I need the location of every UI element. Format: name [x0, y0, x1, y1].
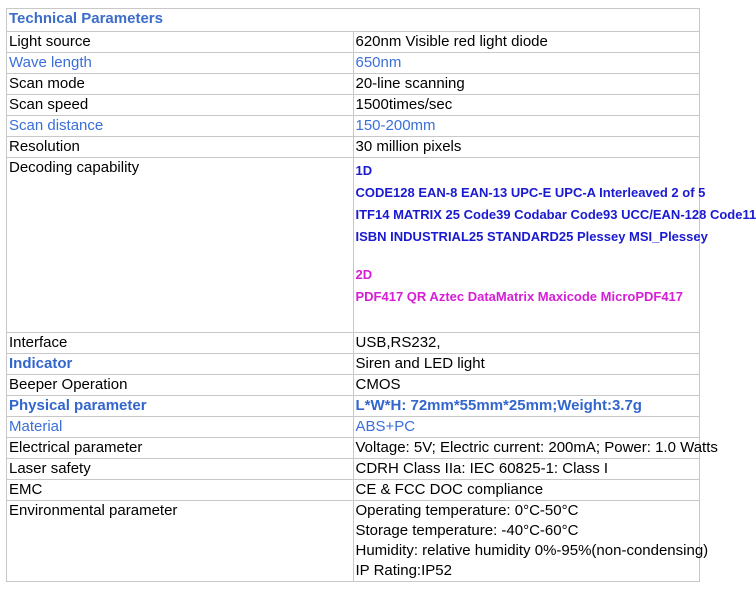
value-wave-length: 650nm: [353, 53, 700, 74]
row-scan-speed: [7, 95, 700, 116]
value-decoding-capability: [353, 158, 756, 333]
value-environmental-parameter: [353, 501, 709, 582]
table-title: Technical Parameters: [7, 9, 700, 32]
value-laser-safety: CDRH Class IIa: IEC 60825-1: Class I: [353, 459, 700, 480]
row-emc: [7, 480, 700, 501]
key-scan-mode: Scan mode: [7, 74, 354, 95]
key-interface: Interface: [7, 333, 354, 354]
key-electrical-parameter: Electrical parameter: [7, 438, 354, 459]
key-wave-length: Wave length: [7, 53, 354, 74]
key-resolution: Resolution: [7, 137, 354, 158]
row-indicator: [7, 354, 700, 375]
value-scan-speed: 1500times/sec: [353, 95, 700, 116]
title-row: [7, 9, 700, 32]
row-resolution: [7, 137, 700, 158]
value-interface: USB,RS232,: [353, 333, 700, 354]
value-resolution: 30 million pixels: [353, 137, 700, 158]
key-laser-safety: Laser safety: [7, 459, 354, 480]
environment-line: Humidity: relative humidity 0%-95%(non-condensing): [355, 542, 709, 559]
value-scan-distance: 150-200mm: [353, 116, 700, 137]
value-electrical-parameter: Voltage: 5V; Electric current: 200mA; Power: 1.0 Watts: [353, 438, 700, 459]
key-emc: EMC: [7, 480, 354, 501]
key-scan-speed: Scan speed: [7, 95, 354, 116]
row-scan-distance: [7, 116, 700, 137]
key-scan-distance: Scan distance: [7, 116, 354, 137]
technical-parameters-table: [6, 8, 756, 582]
key-light-source: Light source: [7, 32, 354, 53]
row-decoding-capability: [7, 158, 700, 333]
environment-line: Storage temperature: -40°C-60°C: [355, 522, 579, 539]
row-physical-parameter: [7, 396, 700, 417]
key-decoding-capability: Decoding capability: [7, 158, 354, 333]
key-indicator: Indicator: [7, 354, 354, 375]
row-electrical-parameter: [7, 438, 700, 459]
environment-line: Operating temperature: 0°C-50°C: [355, 502, 579, 519]
value-physical-parameter: L*W*H: 72mm*55mm*25mm;Weight:3.7g: [353, 396, 700, 417]
decoding-1d-heading: 1D: [355, 163, 373, 178]
row-material: [7, 417, 700, 438]
decoding-1d-line: ISBN INDUSTRIAL25 STANDARD25 Plessey MSI_Plessey: [355, 229, 708, 244]
value-beeper-operation: CMOS: [353, 375, 700, 396]
value-light-source: 620nm Visible red light diode: [353, 32, 700, 53]
row-environmental-parameter: [7, 501, 700, 582]
row-laser-safety: [7, 459, 700, 480]
value-scan-mode: 20-line scanning: [353, 74, 700, 95]
row-scan-mode: [7, 74, 700, 95]
decoding-2d-heading: 2D: [355, 267, 373, 282]
row-interface: [7, 333, 700, 354]
row-light-source: [7, 32, 700, 53]
key-material: Material: [7, 417, 354, 438]
decoding-2d-line: PDF417 QR Aztec DataMatrix Maxicode MicroPDF417: [355, 289, 684, 304]
key-beeper-operation: Beeper Operation: [7, 375, 354, 396]
value-material: ABS+PC: [353, 417, 700, 438]
decoding-1d-line: ITF14 MATRIX 25 Code39 Codabar Code93 UCC/EAN-128 Code11: [355, 207, 756, 222]
row-beeper-operation: [7, 375, 700, 396]
decoding-1d-line: CODE128 EAN-8 EAN-13 UPC-E UPC-A Interleaved 2 of 5: [355, 185, 706, 200]
key-environmental-parameter: Environmental parameter: [7, 501, 354, 582]
key-physical-parameter: Physical parameter: [7, 396, 354, 417]
environment-line: IP Rating:IP52: [355, 562, 452, 579]
row-wave-length: [7, 53, 700, 74]
value-emc: CE & FCC DOC compliance: [353, 480, 700, 501]
value-indicator: Siren and LED light: [353, 354, 700, 375]
